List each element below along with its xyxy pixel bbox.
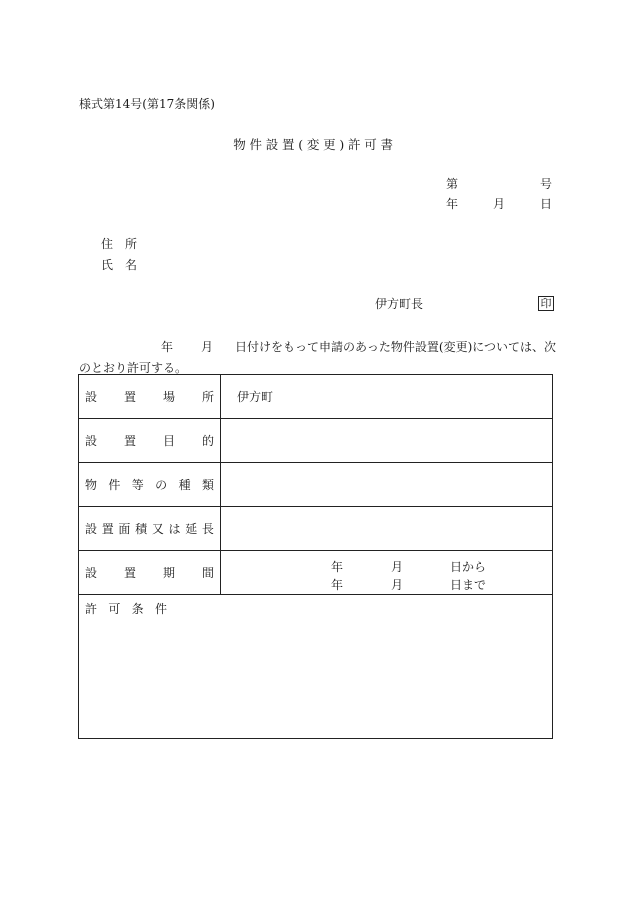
conditions-cell: [79, 595, 553, 739]
period-from: 年 月 日から: [331, 560, 487, 574]
address-label: 住 所: [101, 237, 138, 251]
form-number: 様式第14号(第17条関係): [79, 97, 215, 111]
date-year: 年: [446, 197, 459, 211]
period-to: 年 月 日まで: [331, 578, 487, 592]
statement-month: 月: [201, 340, 214, 354]
table-row: [79, 595, 553, 739]
seal-mark: 印: [538, 296, 554, 311]
area-length-label: 設 置 面 積 又 は 延 長: [79, 507, 221, 551]
purpose-label: 設 置 目 的: [79, 419, 221, 463]
location-value: 伊方町: [221, 375, 553, 419]
conditions-label: 許 可 条 件: [85, 602, 167, 616]
issuer-title: 伊方町長: [375, 297, 424, 311]
table-row: [79, 463, 553, 507]
permission-statement: [79, 337, 557, 379]
location-label: 設 置 場 所: [79, 375, 221, 419]
date-month: 月: [493, 197, 506, 211]
doc-number-prefix: 第: [446, 177, 459, 191]
statement-line-1: [79, 337, 557, 358]
period-label: 設 置 期 間: [79, 551, 221, 595]
period-value: [221, 551, 553, 595]
date-day: 日: [540, 197, 553, 211]
table-row: [79, 507, 553, 551]
statement-year: 年: [161, 340, 174, 354]
table-row: [79, 551, 553, 595]
area-length-value: [221, 507, 553, 551]
name-label: 氏 名: [101, 258, 138, 272]
statement-line-2: のとおり許可する。: [79, 361, 188, 375]
table-row: [79, 419, 553, 463]
statement-line1-rest: 日付けをもって申請のあった物件設置(変更)については、次: [235, 340, 557, 354]
document-title: 物件設置(変更)許可書: [233, 137, 397, 152]
permit-details-table: [78, 374, 553, 739]
purpose-value: [221, 419, 553, 463]
object-type-label: 物 件 等 の 種 類: [79, 463, 221, 507]
table-row: [79, 375, 553, 419]
doc-number-suffix: 号: [540, 177, 553, 191]
object-type-value: [221, 463, 553, 507]
